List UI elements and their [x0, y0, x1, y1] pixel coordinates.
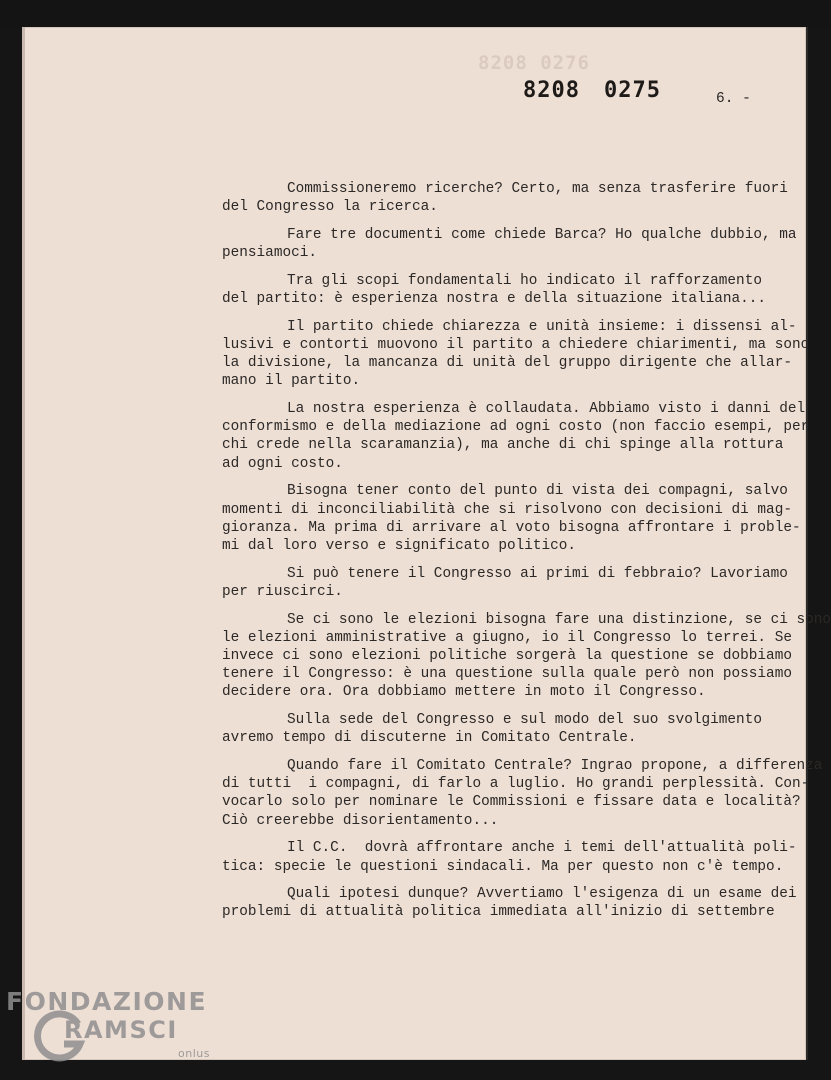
- paragraph: Sulla sede del Congresso e sul modo del suo svolgimento avremo tempo di discuterne in Comitato Centrale.: [222, 712, 762, 747]
- paragraph: Quando fare il Comitato Centrale? Ingrao propone, a differenza di tutti i compagni, di farlo a luglio. Ho grandi perplessità. Con- vocarlo solo per nominare le Commissioni e fissare data e località? Ciò creerebbe disorientamento...: [222, 757, 823, 829]
- bleed-through-numbers: 8208 0276: [478, 52, 590, 74]
- fondazione-gramsci-watermark: [6, 987, 210, 1060]
- paragraph: Fare tre documenti come chiede Barca? Ho qualche dubbio, ma pensiamoci.: [222, 226, 797, 262]
- document-number-part1: 8208: [523, 78, 580, 103]
- document-number-part2: 0275: [604, 78, 661, 103]
- watermark-onlus: onlus: [178, 1047, 210, 1060]
- paragraph: Commissioneremo ricerche? Certo, ma senza trasferire fuori del Congresso la ricerca.: [222, 181, 788, 216]
- page-left-edge: [22, 27, 25, 1060]
- paragraph: Si può tenere il Congresso ai primi di febbraio? Lavoriamo per riuscirci.: [222, 565, 788, 600]
- paragraph: Il C.C. dovrà affrontare anche i temi dell'attualità poli- tica: specie le questioni sindacali. Ma per questo non c'è tempo.: [222, 840, 797, 875]
- paragraph: Il partito chiede chiarezza e unità insieme: i dissensi al- lusivi e contorti muovono il partito a chiedere chiarimenti, ma sono la divisione, la mancanza di unità del gruppo dirigente che allar- mano il partito.: [222, 318, 810, 390]
- paragraph: Bisogna tener conto del punto di vista dei compagni, salvo momenti di inconciliabilità che si risolvono con decisioni di mag- gioranza. Ma prima di arrivare al voto bisogna affrontare i proble- mi dal loro verso e significato politico.: [222, 483, 801, 554]
- typewritten-body: [222, 180, 831, 931]
- paragraph: Se ci sono le elezioni bisogna fare una distinzione, se ci sono le elezioni amministrative a giugno, io il Congresso lo terrei. Se invece ci sono elezioni politiche sorgerà la questione se dobbiamo tenere il Congresso: è una questione sulla quale però non possiamo decidere ora. Ora dobbiamo mettere in moto il Congresso.: [222, 611, 831, 701]
- paragraph: La nostra esperienza è collaudata. Abbiamo visto i danni del conformismo e della mediazione ad ogni costo (non faccio esempi, per chi crede nella scaramanzia), ma anche di chi spinge alla rottura ad ogni costo.: [222, 401, 810, 472]
- scan-top-border: [0, 0, 831, 28]
- watermark-line2: RAMSCI: [64, 1016, 178, 1044]
- paragraph: Quali ipotesi dunque? Avvertiamo l'esigenza di un esame dei problemi di attualità politica immediata all'inizio di settembre: [222, 886, 797, 921]
- page-number: 6. -: [716, 91, 751, 107]
- watermark-line1: FONDAZIONE: [6, 987, 208, 1016]
- paragraph: Tra gli scopi fondamentali ho indicato il rafforzamento del partito: è esperienza nostra e della situazione italiana...: [222, 272, 767, 308]
